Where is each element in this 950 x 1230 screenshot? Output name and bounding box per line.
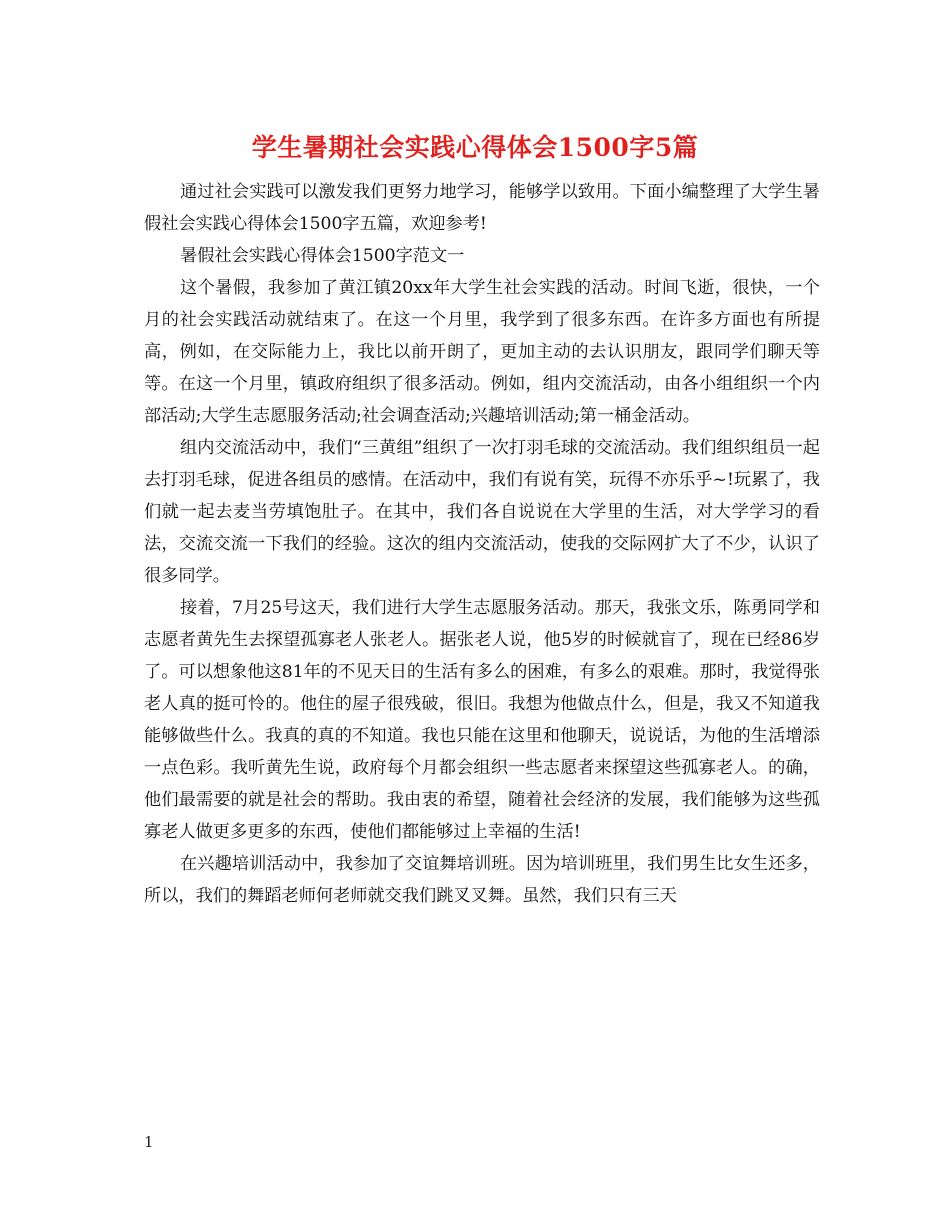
paragraph: 在兴趣培训活动中，我参加了交谊舞培训班。因为培训班里，我们男生比女生还多，所以，我们的舞蹈老师何老师就交我们跳叉叉舞。虽然，我们只有三天: [144, 854, 820, 906]
paragraph: 接着，7月25号这天，我们进行大学生志愿服务活动。那天，我张文乐，陈勇同学和志愿者黄先生去探望孤寡老人张老人。据张老人说，他5岁的时候就盲了，现在已经86岁了。可以想象他这81年的不见天日的生活有多么的困难，有多么的艰难。那时，我觉得张老人真的挺可怜的。他住的屋子很残破，很旧。我想为他做点什么，但是，我又不知道我能够做些什么。我真的真的不知道。我也只能在这里和他聊天，说说话，为他的生活增添一点色彩。我听黄先生说，政府每个月都会组织一些志愿者来探望这些孤寡老人。的确，他们最需要的就是社会的帮助。我由衷的希望，随着社会经济的发展，我们能够为这些孤寡老人做更多更多的东西，使他们都能够过上幸福的生活!: [144, 598, 820, 842]
document-title: 学生暑期社会实践心得体会1500字5篇: [251, 133, 699, 162]
paragraph-intro: 通过社会实践可以激发我们更努力地学习，能够学以致用。下面小编整理了大学生暑假社会实践心得体会1500字五篇，欢迎参考!: [144, 182, 820, 234]
page-number: 1: [144, 1133, 154, 1151]
section-heading: 暑假社会实践心得体会1500字范文一: [180, 246, 465, 266]
document-body: [144, 176, 820, 912]
paragraph: 组内交流活动中，我们“三黄组”组织了一次打羽毛球的交流活动。我们组织组员一起去打羽毛球，促进各组员的感情。在活动中，我们有说有笑，玩得不亦乐乎~!玩累了，我们就一起去麦当劳填饱肚子。在其中，我们各自说说在大学里的生活，对大学学习的看法，交流交流一下我们的经验。这次的组内交流活动，使我的交际网扩大了不少，认识了很多同学。: [144, 438, 820, 586]
paragraph: 这个暑假，我参加了黄江镇20xx年大学生社会实践的活动。时间飞逝，很快，一个月的社会实践活动就结束了。在这一个月里，我学到了很多东西。在许多方面也有所提高，例如，在交际能力上，我比以前开朗了，更加主动的去认识朋友，跟同学们聊天等等。在这一个月里，镇政府组织了很多活动。例如，组内交流活动，由各小组组织一个内部活动;大学生志愿服务活动;社会调查活动;兴趣培训活动;第一桶金活动。: [144, 278, 820, 426]
